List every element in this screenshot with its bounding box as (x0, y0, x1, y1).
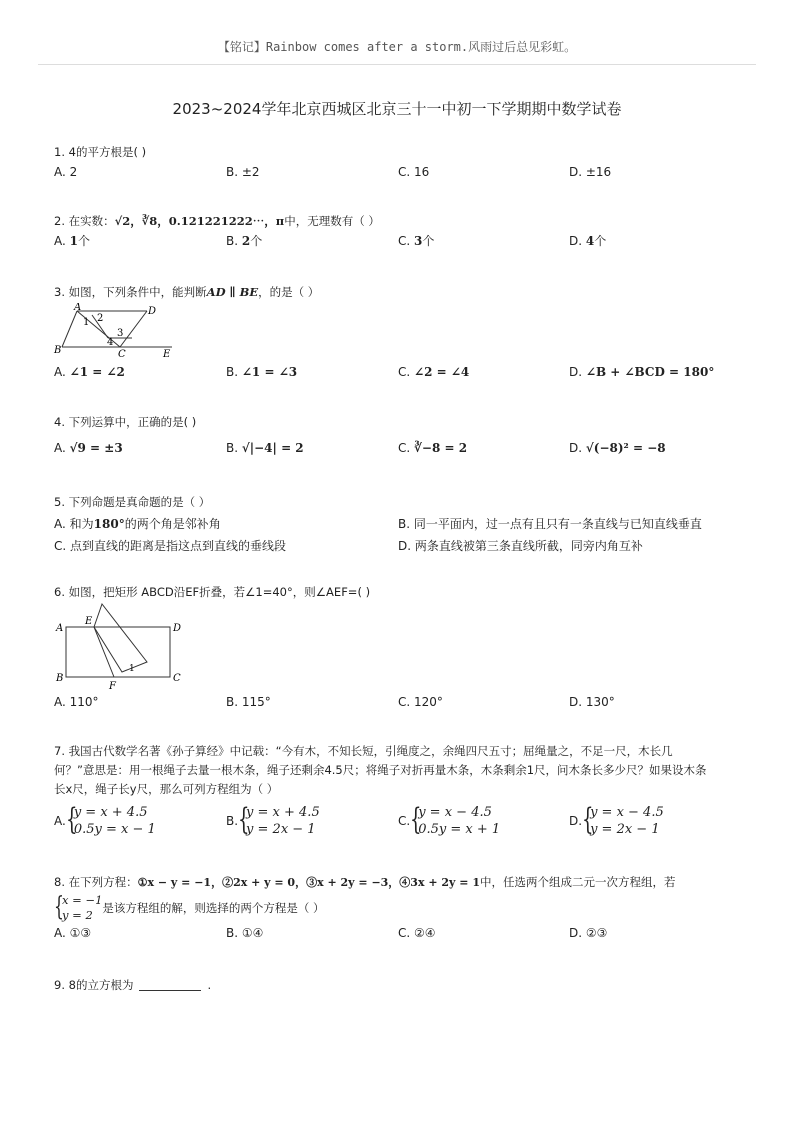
q6-figure (52, 600, 192, 692)
label-e: E (85, 616, 93, 627)
option-c: C. { y = x − 4.5 0.5y = x + 1 (398, 802, 501, 837)
option-c: C. ∠2 = ∠4 (398, 365, 470, 379)
question-5 (54, 494, 754, 558)
question-stem: 5. 下列命题是真命题的是（ ） (54, 495, 211, 509)
q3-figure (52, 303, 182, 361)
question-2 (54, 213, 754, 253)
exam-title: 2023~2024学年北京西城区北京三十一中初一下学期期中数学试卷 (172, 100, 622, 118)
option-b: B. { y = x + 4.5 y = 2x − 1 (226, 802, 320, 837)
option-c: C. ∛−8 = 2 (398, 441, 468, 455)
option-d: D. 两条直线被第三条直线所截，同旁内角互补 (398, 539, 643, 553)
label-a: A (56, 623, 64, 634)
option-b: B. 115° (226, 695, 271, 709)
option-c: C. ②④ (398, 926, 436, 940)
option-d: D. { y = x − 4.5 y = 2x − 1 (569, 802, 664, 837)
label-d: D (173, 623, 182, 634)
question-stem: 9. 8的立方根为 . (54, 978, 212, 992)
stem-text: 中，无理数有（ ） (284, 214, 380, 228)
angle-3-label: 3 (117, 328, 124, 339)
label-f: F (109, 681, 116, 692)
option-b: B. √|−4| = 2 (226, 441, 304, 455)
question-stem: 1. 4的平方根是( ) (54, 145, 147, 159)
label-b: B (56, 673, 64, 684)
option-b: B. ①④ (226, 926, 264, 940)
question-3-options (54, 364, 754, 384)
option-d: D. √(−8)² = −8 (569, 441, 666, 455)
label-c: C (173, 673, 181, 684)
option-c: C. 16 (398, 165, 430, 179)
option-a: A. ∠1 = ∠2 (54, 365, 125, 379)
page-motto: 【铭记】Rainbow comes after a storm.风雨过后总见彩虹。 (217, 40, 577, 54)
question-3 (54, 284, 754, 300)
option-b: B. 2个 (226, 234, 263, 248)
question-7-options (54, 804, 754, 842)
answer-blank[interactable] (139, 990, 201, 991)
option-d: D. ∠B + ∠BCD = 180° (569, 365, 715, 379)
option-a: A. { y = x + 4.5 0.5y = x − 1 (54, 802, 156, 837)
option-c: C. 120° (398, 695, 443, 709)
question-7 (54, 742, 754, 799)
label-e: E (163, 349, 171, 360)
option-a: A. 和为180°的两个角是邻补角 (54, 517, 221, 531)
question-stem: 8. 在下列方程：①x − y = −1，②2x + y = 0，③x + 2y = −3，④3x + 2y = 1中，任选两个组成二元一次方程组，若 (54, 875, 676, 889)
option-a: A. 2 (54, 165, 78, 179)
stem-math: AD ∥ BE (206, 285, 259, 299)
stem-math: √2，∛8，0.121221222⋯，π (114, 214, 285, 228)
option-a: A. 1个 (54, 234, 91, 248)
label-a: A (74, 303, 82, 313)
option-a: A. 110° (54, 695, 99, 709)
question-1 (54, 144, 754, 184)
option-d: D. 4个 (569, 234, 607, 248)
question-4 (54, 414, 754, 462)
question-stem (54, 284, 754, 300)
question-stem-line-1: 7. 我国古代数学名著《孙子算经》中记载：“今有木，不知长短，引绳度之，余绳四尺五寸；屈绳量之，不足一尺，木长几 (54, 744, 673, 758)
angle-4-label: 4 (107, 337, 114, 348)
stem-text: ，的是（ ） (258, 285, 320, 299)
question-stem-line-3: 长x尺，绳子长y尺，那么可列方程组为（ ） (54, 782, 279, 796)
question-stem: 6. 如图，把矩形 ABCD沿EF折叠，若∠1=40°，则∠AEF=( ) (54, 585, 371, 599)
label-d: D (148, 306, 157, 317)
option-d: D. ±16 (569, 165, 612, 179)
question-stem (54, 213, 754, 229)
question-9 (54, 977, 754, 993)
option-b: B. 同一平面内，过一点有且只有一条直线与已知直线垂直 (398, 517, 702, 531)
question-6 (54, 584, 754, 600)
option-a: A. ①③ (54, 926, 92, 940)
option-d: D. ②③ (569, 926, 608, 940)
question-stem: 4. 下列运算中，正确的是( ) (54, 415, 197, 429)
option-c: C. 3个 (398, 234, 435, 248)
label-b: B (54, 345, 62, 356)
option-c: C. 点到直线的距离是指这点到直线的垂线段 (54, 539, 287, 553)
angle-2-label: 2 (97, 313, 104, 324)
option-b: B. ±2 (226, 165, 260, 179)
header-divider (38, 64, 756, 65)
label-c: C (118, 349, 126, 360)
stem-text: 2. 在实数： (54, 214, 115, 228)
question-8 (54, 874, 754, 945)
angle-1-label: 1 (129, 664, 135, 674)
stem-text: 3. 如图，下列条件中，能判断 (54, 285, 207, 299)
question-stem-line-2: { x = −1 y = 2 是该方程组的解，则选择的两个方程是（ ） (54, 892, 325, 922)
option-d: D. 130° (569, 695, 615, 709)
option-a: A. √9 = ±3 (54, 441, 123, 455)
question-6-options (54, 694, 754, 714)
option-b: B. ∠1 = ∠3 (226, 365, 298, 379)
angle-1-label: 1 (83, 317, 90, 328)
question-stem-line-2: 何？”意思是：用一根绳子去量一根木条，绳子还剩余4.5尺；将绳子对折再量木条，木条剩余1尺，问木条长多少尺？如果设木条 (54, 763, 707, 777)
